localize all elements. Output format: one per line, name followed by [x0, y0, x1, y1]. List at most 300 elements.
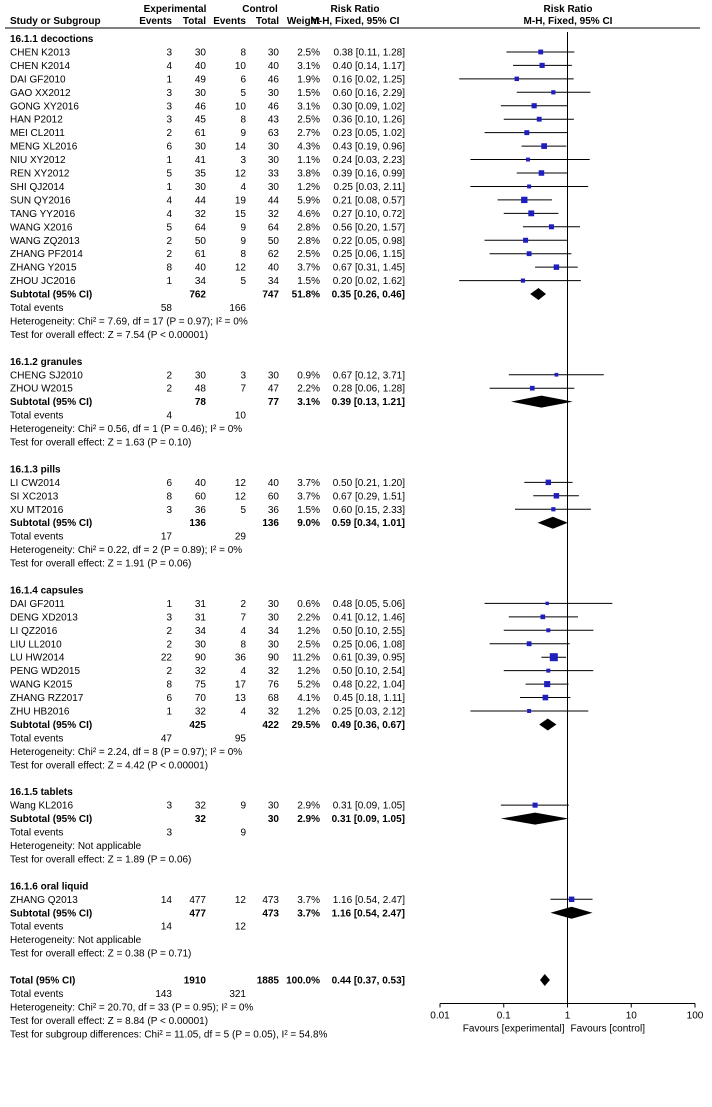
subtotal-experimental-total: 762 — [189, 289, 206, 301]
study-name: ZHOU W2015 — [10, 383, 73, 395]
risk-ratio-ci: 0.40 [0.14, 1.17] — [332, 60, 405, 72]
study-weight: 2.5% — [297, 249, 320, 261]
study-weight: 3.1% — [297, 101, 320, 113]
total-events-label: Total events — [10, 410, 64, 422]
risk-ratio-ci: 0.21 [0.08, 0.57] — [332, 195, 405, 207]
grand-total-events-label: Total events — [10, 988, 64, 1000]
total-events-experimental: 4 — [166, 410, 172, 422]
control-total: 40 — [267, 60, 279, 72]
total-events-experimental: 47 — [160, 733, 172, 745]
study-name: SHI QJ2014 — [10, 181, 65, 193]
study-weight: 3.7% — [297, 491, 320, 503]
header-experimental: Experimental — [143, 4, 207, 15]
overall-effect-text: Test for overall effect: Z = 1.63 (P = 0.10) — [10, 437, 192, 449]
control-events: 9 — [240, 800, 246, 812]
control-events: 17 — [234, 679, 246, 691]
study-name: WANG K2015 — [10, 679, 73, 691]
risk-ratio-ci: 0.25 [0.03, 2.12] — [332, 706, 405, 718]
subtotal-diamond — [550, 907, 592, 919]
point-estimate-marker — [541, 143, 547, 149]
subtotal-control-total: 422 — [262, 719, 279, 731]
study-name: HAN P2012 — [10, 114, 63, 126]
study-name: LI QZ2016 — [10, 625, 58, 637]
study-name: ZHU HB2016 — [10, 706, 70, 718]
study-name: GAO XX2012 — [10, 87, 71, 99]
control-total: 34 — [267, 276, 279, 288]
control-total: 46 — [267, 74, 279, 86]
subgroup-heading: 16.1.2 granules — [10, 356, 83, 368]
risk-ratio-ci: 0.67 [0.29, 1.51] — [332, 491, 405, 503]
point-estimate-marker — [569, 897, 574, 902]
study-weight: 2.8% — [297, 222, 320, 234]
x-tick-label: 10 — [625, 1010, 637, 1022]
experimental-total: 30 — [194, 141, 206, 153]
overall-effect-text: Test for overall effect: Z = 1.91 (P = 0.06) — [10, 558, 192, 570]
subgroup-heading: 16.1.5 tablets — [10, 787, 73, 799]
study-name: TANG YY2016 — [10, 208, 76, 220]
subtotal-control-total: 77 — [267, 397, 279, 409]
experimental-events: 6 — [166, 693, 172, 705]
subtotal-ci: 0.39 [0.13, 1.21] — [331, 397, 405, 409]
study-name: DAI GF2011 — [10, 598, 65, 610]
subtotal-experimental-total: 78 — [194, 397, 206, 409]
control-total: 30 — [267, 639, 279, 651]
study-name: CHEN K2013 — [10, 47, 71, 59]
total-events-control: 9 — [240, 827, 246, 839]
experimental-total: 40 — [194, 60, 206, 72]
total-diamond — [540, 974, 550, 986]
experimental-total: 32 — [194, 208, 206, 220]
total-control-total: 1885 — [256, 975, 279, 987]
experimental-events: 3 — [166, 101, 172, 113]
control-events: 12 — [234, 262, 246, 274]
experimental-events: 3 — [166, 87, 172, 99]
control-total: 40 — [267, 477, 279, 489]
subtotal-label: Subtotal (95% CI) — [10, 814, 93, 826]
experimental-events: 2 — [166, 370, 172, 382]
subtotal-ci: 0.35 [0.26, 0.46] — [331, 289, 405, 301]
experimental-total: 34 — [194, 276, 206, 288]
risk-ratio-ci: 0.31 [0.09, 1.05] — [332, 800, 405, 812]
study-weight: 2.9% — [297, 800, 320, 812]
subgroup-heading: 16.1.6 oral liquid — [10, 881, 89, 893]
point-estimate-marker — [524, 130, 529, 135]
experimental-total: 35 — [194, 168, 206, 180]
subtotal-ci: 1.16 [0.54, 2.47] — [331, 908, 405, 920]
header-weight: Weight — [286, 16, 320, 27]
risk-ratio-ci: 0.56 [0.20, 1.57] — [332, 222, 405, 234]
total-ci: 0.44 [0.37, 0.53] — [331, 975, 405, 987]
control-total: 76 — [267, 679, 279, 691]
subtotal-weight: 29.5% — [291, 719, 320, 731]
experimental-total: 30 — [194, 181, 206, 193]
point-estimate-marker — [551, 90, 555, 94]
total-events-control: 95 — [234, 733, 246, 745]
subtotal-experimental-total: 425 — [189, 719, 206, 731]
control-total: 46 — [267, 101, 279, 113]
control-events: 13 — [234, 693, 246, 705]
subtotal-label: Subtotal (95% CI) — [10, 908, 93, 920]
experimental-events: 3 — [166, 612, 172, 624]
study-name: WANG ZQ2013 — [10, 235, 80, 247]
control-total: 32 — [267, 666, 279, 678]
subtotal-diamond — [511, 396, 573, 408]
study-name: LU HW2014 — [10, 652, 65, 664]
experimental-events: 1 — [166, 181, 172, 193]
subgroup-differences-text: Test for subgroup differences: Chi² = 11.05, df = 5 (P = 0.05), I² = 54.8% — [10, 1029, 328, 1041]
subtotal-diamond — [530, 288, 546, 300]
experimental-total: 32 — [194, 800, 206, 812]
control-events: 8 — [240, 47, 246, 59]
control-total: 473 — [262, 894, 279, 906]
study-name: SUN QY2016 — [10, 195, 71, 207]
study-weight: 3.8% — [297, 168, 320, 180]
point-estimate-marker — [555, 373, 559, 377]
control-events: 9 — [240, 222, 246, 234]
control-events: 10 — [234, 60, 246, 72]
study-name: LI CW2014 — [10, 477, 61, 489]
total-events-control: 166 — [229, 303, 246, 314]
total-events-label: Total events — [10, 531, 64, 543]
subtotal-experimental-total: 32 — [194, 814, 206, 826]
experimental-events: 1 — [166, 155, 172, 167]
subtotal-weight: 3.1% — [297, 397, 320, 409]
control-events: 8 — [240, 249, 246, 261]
header-total-control: Total — [255, 16, 279, 27]
control-events: 3 — [240, 155, 246, 167]
total-label: Total (95% CI) — [10, 975, 76, 987]
risk-ratio-ci: 0.30 [0.09, 1.02] — [332, 101, 405, 113]
risk-ratio-ci: 0.27 [0.10, 0.72] — [332, 208, 405, 220]
experimental-events: 1 — [166, 74, 172, 86]
favours-control-label: Favours [control] — [570, 1023, 645, 1035]
study-weight: 5.9% — [297, 195, 320, 207]
control-events: 12 — [234, 894, 246, 906]
risk-ratio-ci: 0.50 [0.10, 2.55] — [332, 625, 405, 637]
point-estimate-marker — [530, 386, 535, 391]
control-events: 7 — [240, 383, 246, 395]
study-name: PENG WD2015 — [10, 666, 81, 678]
study-name: GONG XY2016 — [10, 101, 79, 113]
risk-ratio-ci: 0.60 [0.15, 2.33] — [332, 504, 405, 516]
experimental-total: 75 — [194, 679, 206, 691]
control-events: 5 — [240, 87, 246, 99]
point-estimate-marker — [540, 63, 545, 68]
control-events: 19 — [234, 195, 246, 207]
experimental-total: 30 — [194, 639, 206, 651]
control-events: 9 — [240, 235, 246, 247]
study-name: SI XC2013 — [10, 491, 59, 503]
control-events: 7 — [240, 612, 246, 624]
control-events: 12 — [234, 477, 246, 489]
x-tick-label: 0.01 — [430, 1010, 450, 1022]
experimental-total: 32 — [194, 706, 206, 718]
subtotal-weight: 9.0% — [297, 518, 320, 530]
study-weight: 3.7% — [297, 477, 320, 489]
study-name: CHENG SJ2010 — [10, 370, 83, 382]
subtotal-label: Subtotal (95% CI) — [10, 397, 93, 409]
header-method-table: M-H, Fixed, 95% CI — [310, 16, 400, 27]
experimental-total: 31 — [194, 598, 206, 610]
experimental-events: 8 — [166, 679, 172, 691]
header-study: Study or Subgroup — [10, 16, 101, 27]
control-total: 47 — [267, 383, 279, 395]
control-total: 64 — [267, 222, 279, 234]
risk-ratio-ci: 0.48 [0.05, 5.06] — [332, 598, 405, 610]
total-events-label: Total events — [10, 303, 64, 314]
overall-effect-text: Test for overall effect: Z = 1.89 (P = 0.06) — [10, 854, 192, 866]
grand-total-events-control: 321 — [229, 988, 246, 1000]
study-name: ZHANG Q2013 — [10, 894, 78, 906]
point-estimate-marker — [521, 279, 525, 283]
control-events: 8 — [240, 114, 246, 126]
experimental-events: 2 — [166, 639, 172, 651]
total-events-control: 29 — [234, 531, 246, 543]
subtotal-weight: 51.8% — [291, 289, 320, 301]
total-events-control: 10 — [234, 410, 246, 422]
study-weight: 1.2% — [297, 706, 320, 718]
point-estimate-marker — [527, 184, 531, 188]
risk-ratio-ci: 0.43 [0.19, 0.96] — [332, 141, 405, 153]
point-estimate-marker — [539, 170, 544, 175]
experimental-total: 45 — [194, 114, 206, 126]
control-total: 44 — [267, 195, 279, 207]
control-events: 4 — [240, 666, 246, 678]
experimental-events: 5 — [166, 222, 172, 234]
point-estimate-marker — [554, 493, 559, 498]
control-events: 4 — [240, 706, 246, 718]
study-weight: 1.5% — [297, 87, 320, 99]
study-name: NIU XY2012 — [10, 155, 66, 167]
point-estimate-marker — [545, 602, 548, 605]
header-risk-ratio-table: Risk Ratio — [330, 4, 380, 15]
study-weight: 1.2% — [297, 181, 320, 193]
x-tick-label: 0.1 — [496, 1010, 511, 1022]
point-estimate-marker — [515, 77, 519, 81]
control-total: 60 — [267, 491, 279, 503]
header-method-plot: M-H, Fixed, 95% CI — [523, 16, 613, 27]
subtotal-ci: 0.59 [0.34, 1.01] — [331, 518, 405, 530]
point-estimate-marker — [540, 615, 545, 620]
header-total-experimental: Total — [182, 16, 206, 27]
total-events-label: Total events — [10, 733, 64, 745]
point-estimate-marker — [527, 251, 532, 256]
point-estimate-marker — [532, 103, 537, 108]
heterogeneity-text: Heterogeneity: Not applicable — [10, 841, 142, 852]
point-estimate-marker — [526, 158, 530, 162]
heterogeneity-text: Heterogeneity: Not applicable — [10, 935, 142, 947]
control-total: 30 — [267, 598, 279, 610]
experimental-events: 3 — [166, 114, 172, 126]
experimental-total: 48 — [194, 383, 206, 395]
risk-ratio-ci: 0.50 [0.10, 2.54] — [332, 666, 405, 678]
risk-ratio-ci: 0.38 [0.11, 1.28] — [333, 47, 405, 59]
heterogeneity-text: Heterogeneity: Chi² = 2.24, df = 8 (P = 0.97); I² = 0% — [10, 746, 243, 758]
subtotal-control-total: 473 — [262, 908, 279, 920]
risk-ratio-ci: 0.61 [0.39, 0.95] — [332, 652, 405, 664]
point-estimate-marker — [533, 803, 538, 808]
subtotal-experimental-total: 477 — [189, 908, 206, 920]
study-weight: 3.7% — [297, 894, 320, 906]
subtotal-experimental-total: 136 — [189, 518, 206, 530]
total-events-control: 12 — [234, 921, 246, 933]
control-events: 5 — [240, 276, 246, 288]
total-weight: 100.0% — [286, 975, 320, 987]
experimental-events: 1 — [166, 598, 172, 610]
experimental-events: 8 — [166, 491, 172, 503]
point-estimate-marker — [527, 709, 531, 713]
subtotal-diamond — [538, 517, 568, 529]
risk-ratio-ci: 0.24 [0.03, 2.23] — [332, 155, 405, 167]
study-weight: 1.5% — [297, 504, 320, 516]
risk-ratio-ci: 0.23 [0.05, 1.02] — [332, 128, 405, 140]
control-total: 68 — [267, 693, 279, 705]
risk-ratio-ci: 0.20 [0.02, 1.62] — [332, 276, 405, 288]
control-total: 63 — [267, 128, 279, 140]
point-estimate-marker — [550, 653, 558, 661]
experimental-total: 41 — [194, 155, 206, 167]
experimental-total: 50 — [194, 235, 206, 247]
risk-ratio-ci: 1.16 [0.54, 2.47] — [332, 894, 405, 906]
control-total: 43 — [267, 114, 279, 126]
risk-ratio-ci: 0.48 [0.22, 1.04] — [332, 679, 405, 691]
study-weight: 2.8% — [297, 235, 320, 247]
grand-total-events-experimental: 143 — [155, 988, 172, 1000]
study-name: DAI GF2010 — [10, 74, 66, 86]
experimental-events: 1 — [166, 706, 172, 718]
experimental-total: 61 — [194, 249, 206, 261]
total-events-experimental: 14 — [160, 921, 172, 933]
control-total: 30 — [267, 370, 279, 382]
study-weight: 3.1% — [297, 60, 320, 72]
risk-ratio-ci: 0.22 [0.05, 0.98] — [332, 235, 405, 247]
x-tick-label: 1 — [564, 1010, 571, 1022]
subtotal-control-total: 747 — [262, 289, 279, 301]
study-weight: 2.7% — [297, 128, 320, 140]
control-total: 30 — [267, 141, 279, 153]
control-total: 30 — [267, 155, 279, 167]
control-total: 33 — [267, 168, 279, 180]
experimental-total: 64 — [194, 222, 206, 234]
overall-effect-text: Test for overall effect: Z = 0.38 (P = 0.71) — [10, 948, 192, 960]
point-estimate-marker — [546, 669, 550, 673]
header-events-control: Events — [213, 16, 246, 27]
risk-ratio-ci: 0.41 [0.12, 1.46] — [332, 612, 405, 624]
study-name: REN XY2012 — [10, 168, 70, 180]
subtotal-weight: 3.7% — [297, 908, 320, 920]
risk-ratio-ci: 0.16 [0.02, 1.25] — [332, 74, 405, 86]
study-weight: 2.5% — [297, 639, 320, 651]
experimental-total: 60 — [194, 491, 206, 503]
control-events: 8 — [240, 639, 246, 651]
experimental-events: 4 — [166, 208, 172, 220]
study-weight: 0.6% — [297, 598, 320, 610]
study-weight: 1.9% — [297, 74, 320, 86]
control-events: 6 — [240, 74, 246, 86]
experimental-events: 2 — [166, 235, 172, 247]
study-name: WANG X2016 — [10, 222, 73, 234]
point-estimate-marker — [554, 264, 559, 269]
subgroup-heading: 16.1.4 capsules — [10, 585, 84, 597]
experimental-events: 2 — [166, 625, 172, 637]
control-events: 12 — [234, 168, 246, 180]
subtotal-control-total: 30 — [267, 814, 279, 826]
control-total: 30 — [267, 612, 279, 624]
study-weight: 4.6% — [297, 208, 320, 220]
experimental-events: 3 — [166, 47, 172, 59]
experimental-total: 30 — [194, 370, 206, 382]
study-name: DENG XD2013 — [10, 612, 78, 624]
total-experimental-total: 1910 — [183, 975, 206, 987]
experimental-events: 4 — [166, 195, 172, 207]
study-name: XU MT2016 — [10, 504, 64, 516]
study-weight: 5.2% — [297, 679, 320, 691]
control-events: 3 — [240, 370, 246, 382]
heterogeneity-text: Heterogeneity: Chi² = 0.22, df = 2 (P = 0.89); I² = 0% — [10, 545, 243, 557]
risk-ratio-ci: 0.60 [0.16, 2.29] — [332, 87, 405, 99]
subtotal-ci: 0.31 [0.09, 1.05] — [331, 814, 405, 826]
study-weight: 0.9% — [297, 370, 320, 382]
control-events: 2 — [240, 598, 246, 610]
header-control: Control — [242, 4, 278, 15]
subtotal-diamond — [539, 718, 556, 730]
study-weight: 2.5% — [297, 114, 320, 126]
study-weight: 1.2% — [297, 666, 320, 678]
point-estimate-marker — [544, 681, 550, 687]
experimental-events: 2 — [166, 383, 172, 395]
experimental-total: 31 — [194, 612, 206, 624]
subgroup-heading: 16.1.1 decoctions — [10, 34, 94, 45]
control-total: 32 — [267, 706, 279, 718]
control-events: 36 — [234, 652, 246, 664]
experimental-total: 34 — [194, 625, 206, 637]
heterogeneity-text: Heterogeneity: Chi² = 7.69, df = 17 (P = 0.97); I² = 0% — [10, 316, 248, 328]
study-weight: 3.7% — [297, 262, 320, 274]
control-total: 50 — [267, 235, 279, 247]
favours-experimental-label: Favours [experimental] — [462, 1023, 565, 1035]
header-risk-ratio-plot: Risk Ratio — [543, 4, 593, 15]
control-total: 36 — [267, 504, 279, 516]
total-events-experimental: 3 — [166, 827, 172, 839]
risk-ratio-ci: 0.50 [0.21, 1.20] — [332, 477, 405, 489]
study-name: ZHANG PF2014 — [10, 249, 83, 261]
study-name: ZHANG Y2015 — [10, 262, 77, 274]
overall-effect-text: Test for overall effect: Z = 4.42 (P < 0.00001) — [10, 760, 209, 772]
heterogeneity-text: Heterogeneity: Chi² = 0.56, df = 1 (P = 0.46); I² = 0% — [10, 424, 243, 436]
point-estimate-marker — [521, 197, 527, 203]
study-weight: 2.5% — [297, 47, 320, 59]
experimental-events: 6 — [166, 477, 172, 489]
study-weight: 1.1% — [297, 155, 320, 167]
control-total: 30 — [267, 800, 279, 812]
point-estimate-marker — [528, 210, 534, 216]
total-events-label: Total events — [10, 921, 64, 933]
experimental-events: 1 — [166, 276, 172, 288]
experimental-events: 5 — [166, 168, 172, 180]
grand-heterogeneity-text: Heterogeneity: Chi² = 20.70, df = 33 (P = 0.95); I² = 0% — [10, 1002, 254, 1014]
experimental-total: 44 — [194, 195, 206, 207]
study-weight: 4.3% — [297, 141, 320, 153]
x-tick-label: 100 — [686, 1010, 704, 1022]
point-estimate-marker — [543, 695, 549, 701]
experimental-total: 40 — [194, 477, 206, 489]
subtotal-label: Subtotal (95% CI) — [10, 289, 93, 301]
control-total: 30 — [267, 181, 279, 193]
grand-overall-effect-text: Test for overall effect: Z = 8.84 (P < 0.00001) — [10, 1015, 209, 1027]
point-estimate-marker — [527, 641, 532, 646]
risk-ratio-ci: 0.25 [0.03, 2.11] — [333, 181, 405, 193]
control-total: 30 — [267, 87, 279, 99]
